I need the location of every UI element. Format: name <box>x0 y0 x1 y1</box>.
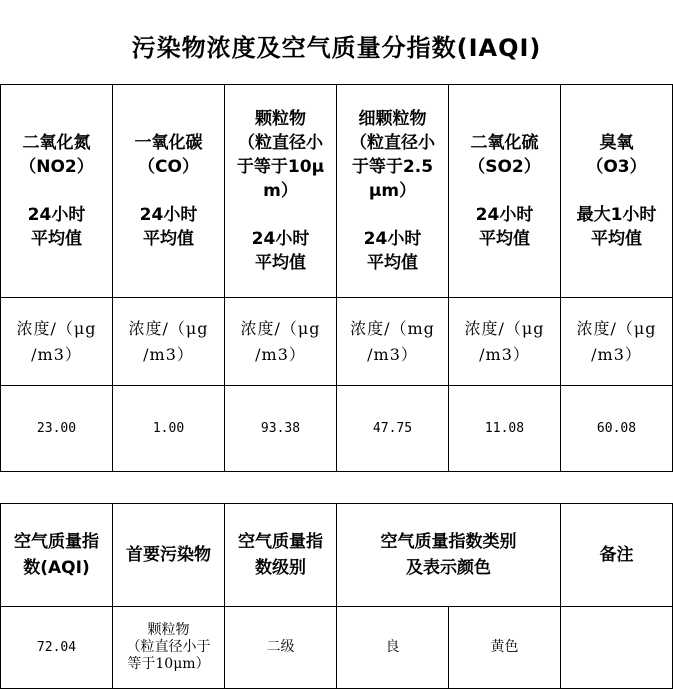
averaging-period-line: 24小时 <box>475 205 534 225</box>
value-cell: 23.00 <box>1 386 113 472</box>
aqi-level-header-line: 数级别 <box>255 558 306 578</box>
remark-header-cell: 备注 <box>561 504 673 607</box>
pollutant-name-line: （SO2） <box>468 157 541 177</box>
pollutant-name-line: （粒直径小 <box>350 133 435 153</box>
averaging-period-line: 平均值 <box>31 229 82 249</box>
aqi-header-line: 数(AQI) <box>23 558 90 578</box>
line-gap <box>337 203 448 227</box>
line-gap <box>449 179 560 203</box>
pollutant-name-line: （O3） <box>586 157 647 177</box>
unit-cell <box>225 298 337 386</box>
unit-cell <box>337 298 449 386</box>
aqi-level-cell: 二级 <box>225 607 337 689</box>
unit-cell <box>449 298 561 386</box>
unit-cell <box>561 298 673 386</box>
averaging-period-line: 平均值 <box>479 229 530 249</box>
unit-line: 浓度/（μg <box>464 318 545 338</box>
pollutant-name-line: 二氧化硫 <box>470 133 539 153</box>
averaging-period-line: 平均值 <box>367 253 418 273</box>
aqi-color-cell: 黄色 <box>449 607 561 689</box>
pollutant-name-line: 于等于2.5 <box>351 157 434 177</box>
unit-row <box>1 298 673 386</box>
aqi-category-header-line: 空气质量指数类别 <box>380 532 517 552</box>
primary-pollutant-line: 颗粒物 <box>147 622 190 638</box>
aqi-level-header-line: 空气质量指 <box>238 532 323 552</box>
averaging-period-line: 24小时 <box>139 205 198 225</box>
pollutant-name-line: 一氧化碳 <box>134 133 203 153</box>
pollutant-name-line: μm） <box>368 181 417 201</box>
aqi-level-header-cell <box>225 504 337 607</box>
unit-line: 浓度/（μg <box>576 318 657 338</box>
line-gap <box>113 179 224 203</box>
unit-line: /m3） <box>255 344 306 364</box>
unit-cell <box>1 298 113 386</box>
primary-pollutant-header-cell: 首要污染物 <box>113 504 225 607</box>
primary-pollutant-line: 等于10μm） <box>127 656 210 672</box>
unit-line: 浓度/（μg <box>128 318 209 338</box>
value-cell: 47.75 <box>337 386 449 472</box>
aqi-value-row <box>1 607 673 689</box>
pollutant-name-line: （CO） <box>138 157 199 177</box>
line-gap <box>1 179 112 203</box>
pollutant-header-cell <box>1 85 113 298</box>
line-gap <box>225 203 336 227</box>
unit-line: 浓度/（μg <box>16 318 97 338</box>
pollutant-header-cell <box>561 85 673 298</box>
aqi-table <box>0 503 673 689</box>
aqi-header-cell <box>1 504 113 607</box>
pollutant-header-cell <box>337 85 449 298</box>
primary-pollutant-cell <box>113 607 225 689</box>
pollutant-name-line: 颗粒物 <box>255 109 306 129</box>
aqi-header-row <box>1 504 673 607</box>
averaging-period-line: 24小时 <box>363 229 422 249</box>
unit-line: 浓度/（μg <box>240 318 321 338</box>
averaging-period-line: 平均值 <box>143 229 194 249</box>
pollutant-name-line: （NO2） <box>19 157 94 177</box>
aqi-category-header-cell <box>337 504 561 607</box>
value-cell: 11.08 <box>449 386 561 472</box>
pollutant-header-cell <box>225 85 337 298</box>
pollutant-name-line: 细颗粒物 <box>358 109 427 129</box>
averaging-period-line: 最大1小时 <box>576 205 657 225</box>
pollutant-name-line: 臭氧 <box>599 133 634 153</box>
value-row <box>1 386 673 472</box>
value-cell: 60.08 <box>561 386 673 472</box>
averaging-period-line: 平均值 <box>591 229 642 249</box>
pollutant-header-cell <box>449 85 561 298</box>
aqi-header-line: 空气质量指 <box>14 532 99 552</box>
remark-cell <box>561 607 673 689</box>
averaging-period-line: 24小时 <box>27 205 86 225</box>
page-title: 污染物浓度及空气质量分指数(IAQI) <box>131 34 542 62</box>
aqi-category-header-line: 及表示颜色 <box>406 558 491 578</box>
averaging-period-line: 24小时 <box>251 229 310 249</box>
pollutant-name-line: （粒直径小 <box>238 133 323 153</box>
unit-line: /m3） <box>479 344 530 364</box>
pollutant-header-cell <box>113 85 225 298</box>
pollutant-name-line: 二氧化氮 <box>22 133 91 153</box>
unit-line: /m3） <box>31 344 82 364</box>
unit-cell <box>113 298 225 386</box>
unit-line: 浓度/（mg <box>350 318 435 338</box>
pollutant-concentration-table <box>0 84 673 472</box>
line-gap <box>561 179 672 203</box>
aqi-value-cell: 72.04 <box>1 607 113 689</box>
value-cell: 93.38 <box>225 386 337 472</box>
pollutant-name-line: 于等于10μ <box>236 157 325 177</box>
unit-line: /m3） <box>143 344 194 364</box>
unit-line: /m3） <box>591 344 642 364</box>
pollutant-header-row <box>1 85 673 298</box>
aqi-category-cell: 良 <box>337 607 449 689</box>
value-cell: 1.00 <box>113 386 225 472</box>
unit-line: /m3） <box>367 344 418 364</box>
pollutant-name-line: m） <box>263 181 298 201</box>
primary-pollutant-line: （粒直径小于 <box>126 639 211 655</box>
averaging-period-line: 平均值 <box>255 253 306 273</box>
